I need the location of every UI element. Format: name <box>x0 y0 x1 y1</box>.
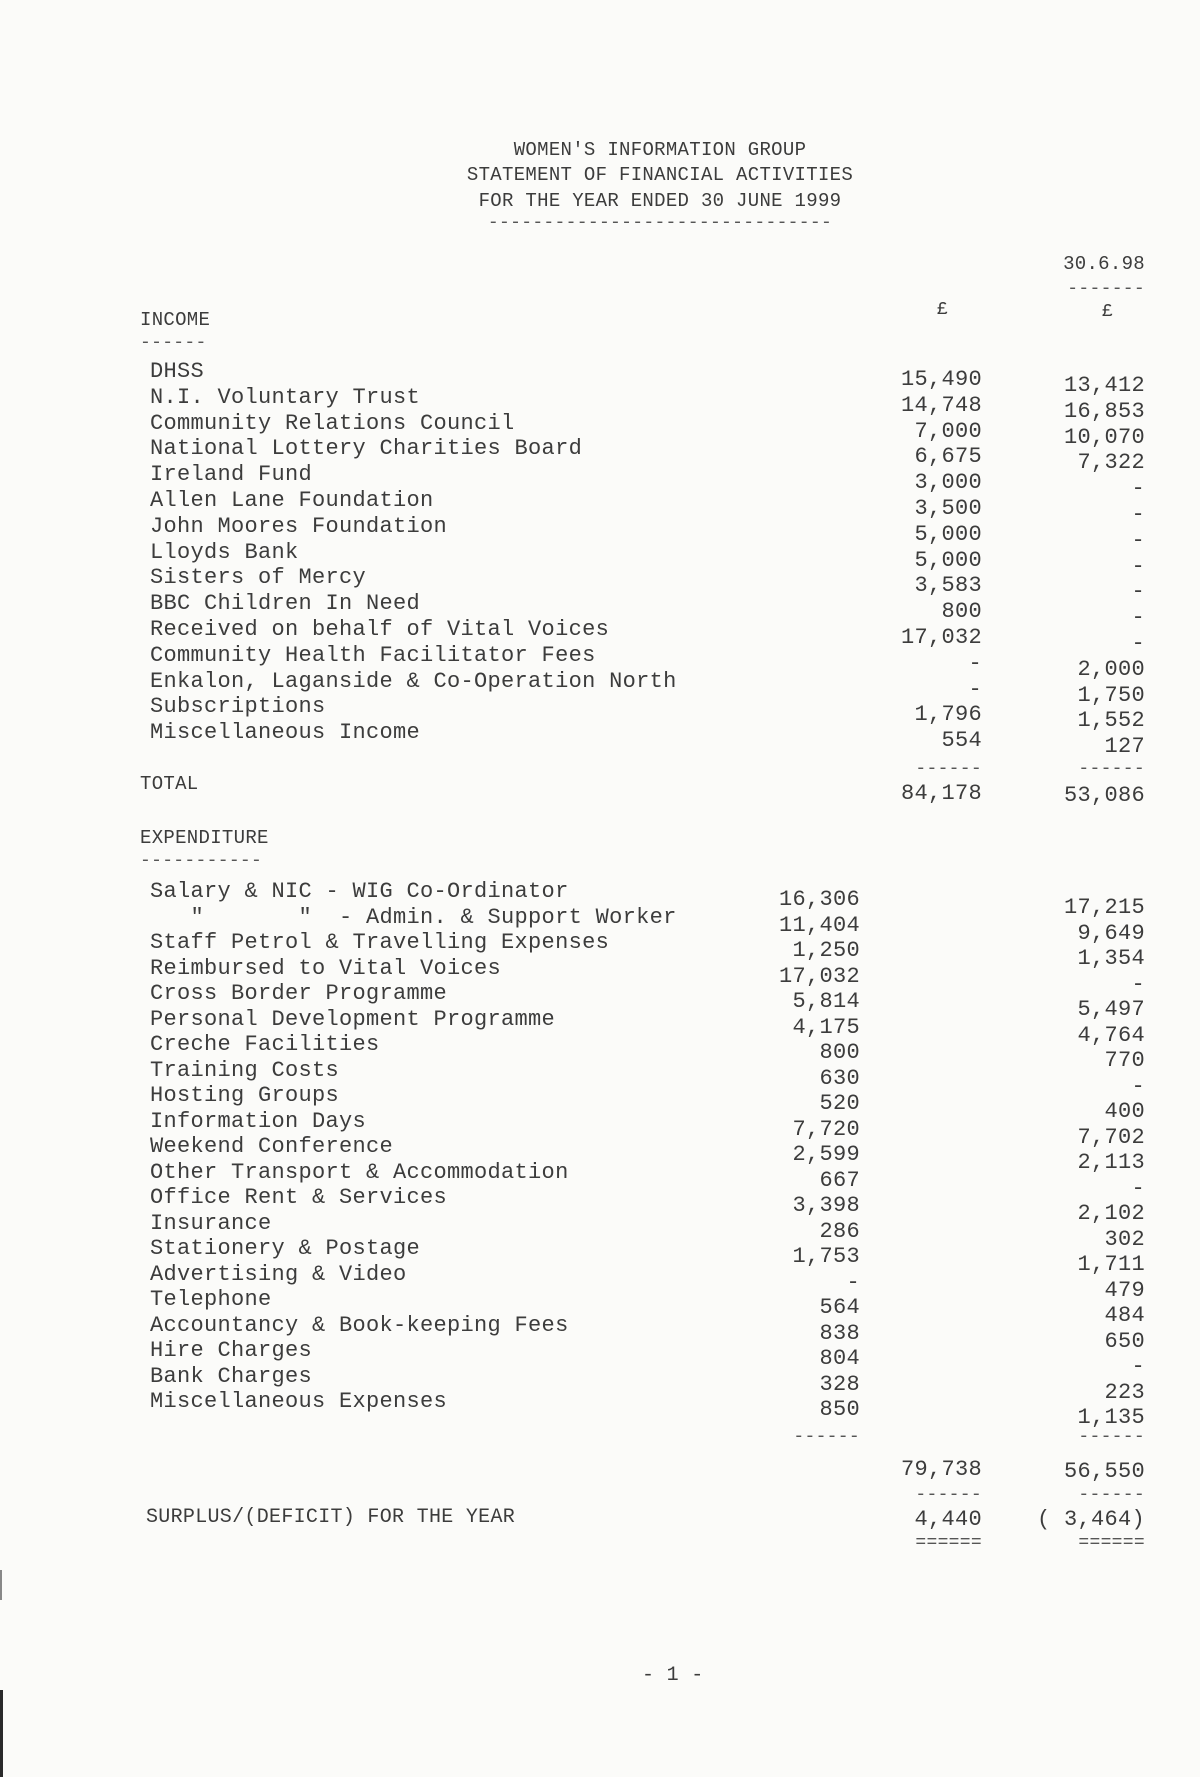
expenditure-row-amount: 800 <box>819 1040 860 1065</box>
expenditure-row-amount: 4,175 <box>792 1015 860 1040</box>
income-row-label: Sisters of Mercy <box>150 565 367 590</box>
expenditure-row-label: Insurance <box>150 1211 272 1236</box>
expenditure-row-label: Bank Charges <box>150 1364 313 1389</box>
expenditure-row-amount: 667 <box>819 1168 860 1193</box>
surplus-label: SURPLUS/(DEFICIT) FOR THE YEAR <box>146 1506 516 1529</box>
expenditure-row-amount: 3,398 <box>792 1193 860 1218</box>
income-row-prior: - <box>1131 502 1145 527</box>
income-row-prior: - <box>1131 528 1145 553</box>
income-row-prior: - <box>1131 476 1145 501</box>
expenditure-row-amount: 804 <box>819 1346 860 1371</box>
income-row-label: Miscellaneous Income <box>150 720 421 745</box>
statement-title: STATEMENT OF FINANCIAL ACTIVITIES <box>466 164 854 186</box>
income-row-label: Allen Lane Foundation <box>150 488 434 513</box>
expenditure-prior-sum-rule: ------ <box>1078 1427 1145 1447</box>
income-row-label: Subscriptions <box>150 694 326 719</box>
income-row-prior: 2,000 <box>1077 657 1145 682</box>
expenditure-row-prior: 223 <box>1104 1380 1145 1405</box>
expenditure-row-amount: 564 <box>819 1295 860 1320</box>
income-row-label: DHSS <box>150 359 205 384</box>
income-row-current: 3,500 <box>914 496 982 521</box>
currency-prior: £ <box>1102 302 1114 322</box>
income-row-prior: 13,412 <box>1063 373 1145 398</box>
expenditure-row-label: Training Costs <box>150 1058 340 1083</box>
expenditure-row-amount: 1,250 <box>792 938 860 963</box>
expenditure-row-prior: 400 <box>1104 1099 1145 1124</box>
surplus-rule-current: ------ <box>915 1485 982 1505</box>
currency-current: £ <box>937 300 949 320</box>
expenditure-row-label: Accountancy & Book-keeping Fees <box>150 1313 569 1338</box>
income-row-current: 1,796 <box>914 702 982 727</box>
title-underline: ------------------------------- <box>487 213 833 233</box>
expenditure-row-amount: 16,306 <box>778 887 860 912</box>
expenditure-row-prior: - <box>1131 1176 1145 1201</box>
expenditure-row-label: Other Transport & Accommodation <box>150 1160 569 1185</box>
expenditure-row-amount: 838 <box>819 1321 860 1346</box>
expenditure-row-label: Telephone <box>150 1287 272 1312</box>
surplus-double-rule-prior: ====== <box>1078 1533 1145 1553</box>
expenditure-row-prior: 479 <box>1104 1278 1145 1303</box>
scan-edge-mark-small <box>0 1570 2 1600</box>
expenditure-row-label: Stationery & Postage <box>150 1236 421 1261</box>
expenditure-row-prior: 5,497 <box>1077 997 1145 1022</box>
expenditure-row-amount: 850 <box>819 1397 860 1422</box>
income-row-label: N.I. Voluntary Trust <box>150 385 421 410</box>
expenditure-row-prior: 7,702 <box>1077 1125 1145 1150</box>
expenditure-row-label: Office Rent & Services <box>150 1185 448 1210</box>
org-name: WOMEN'S INFORMATION GROUP <box>513 139 807 161</box>
income-row-prior: - <box>1131 605 1145 630</box>
expenditure-row-amount: 520 <box>819 1091 860 1116</box>
expenditure-row-amount: 328 <box>819 1372 860 1397</box>
surplus-prior: ( 3,464) <box>1036 1507 1145 1532</box>
expenditure-row-prior: 650 <box>1104 1329 1145 1354</box>
income-row-current: 15,490 <box>900 367 982 392</box>
income-total-prior: 53,086 <box>1063 783 1145 808</box>
income-total-current: 84,178 <box>900 781 982 806</box>
expenditure-row-label: Staff Petrol & Travelling Expenses <box>150 930 610 955</box>
expenditure-row-prior: 1,711 <box>1077 1252 1145 1277</box>
income-row-label: Ireland Fund <box>150 462 313 487</box>
expenditure-row-prior: 1,354 <box>1077 946 1145 971</box>
expenditure-row-prior: 484 <box>1104 1303 1145 1328</box>
income-row-current: 17,032 <box>900 625 982 650</box>
income-row-current: 3,000 <box>914 470 982 495</box>
income-row-current: - <box>968 651 982 676</box>
income-row-current: 5,000 <box>914 522 982 547</box>
prior-year-date-underline: ------- <box>1067 279 1145 299</box>
income-row-prior: 127 <box>1104 734 1145 759</box>
expenditure-row-label: " " - Admin. & Support Worker <box>150 905 677 930</box>
surplus-current: 4,440 <box>914 1507 982 1532</box>
income-row-prior: - <box>1131 579 1145 604</box>
expenditure-row-amount: 5,814 <box>792 989 860 1014</box>
expenditure-row-amount: 286 <box>819 1219 860 1244</box>
expenditure-row-amount: 11,404 <box>778 913 860 938</box>
income-total-label: TOTAL <box>140 773 199 795</box>
income-row-prior: 16,853 <box>1063 399 1145 424</box>
surplus-double-rule-current: ====== <box>915 1533 982 1553</box>
expenditure-row-prior: 17,215 <box>1063 895 1145 920</box>
income-row-label: Community Relations Council <box>150 411 515 436</box>
expenditure-row-label: Hire Charges <box>150 1338 313 1363</box>
expenditure-row-prior: 1,135 <box>1077 1405 1145 1430</box>
income-row-prior: - <box>1131 631 1145 656</box>
income-row-label: Community Health Facilitator Fees <box>150 643 596 668</box>
expenditure-row-prior: - <box>1131 1354 1145 1379</box>
income-row-label: BBC Children In Need <box>150 591 421 616</box>
expenditure-heading: EXPENDITURE <box>140 827 269 849</box>
expenditure-row-label: Personal Development Programme <box>150 1007 556 1032</box>
expenditure-total-prior: 56,550 <box>1063 1459 1145 1484</box>
expenditure-row-label: Weekend Conference <box>150 1134 394 1159</box>
income-row-current: 6,675 <box>914 444 982 469</box>
income-sum-rule: ------ <box>915 759 982 779</box>
expenditure-row-amount: 1,753 <box>792 1244 860 1269</box>
expenditure-row-label: Information Days <box>150 1109 367 1134</box>
expenditure-row-label: Advertising & Video <box>150 1262 407 1287</box>
scan-edge-mark <box>0 1690 3 1777</box>
income-row-current: 554 <box>941 728 982 753</box>
expenditure-total-current: 79,738 <box>900 1457 982 1482</box>
expenditure-heading-underline: ----------- <box>140 851 263 871</box>
income-row-label: Lloyds Bank <box>150 540 299 565</box>
expenditure-row-prior: 9,649 <box>1077 921 1145 946</box>
expenditure-row-amount: 17,032 <box>778 964 860 989</box>
income-row-label: John Moores Foundation <box>150 514 448 539</box>
prior-year-date: 30.6.98 <box>1063 253 1145 275</box>
income-row-label: Enkalon, Laganside & Co-Operation North <box>150 669 677 694</box>
income-row-current: 5,000 <box>914 548 982 573</box>
expenditure-row-amount: 7,720 <box>792 1117 860 1142</box>
income-row-current: 800 <box>941 599 982 624</box>
expenditure-row-label: Hosting Groups <box>150 1083 340 1108</box>
surplus-rule-prior: ------ <box>1078 1485 1145 1505</box>
expenditure-row-prior: 4,764 <box>1077 1023 1145 1048</box>
expenditure-sum-rule: ------ <box>793 1427 860 1447</box>
income-row-prior: 1,552 <box>1077 708 1145 733</box>
income-row-current: 7,000 <box>914 419 982 444</box>
expenditure-row-label: Creche Facilities <box>150 1032 380 1057</box>
income-row-current: 14,748 <box>900 393 982 418</box>
income-row-prior: 1,750 <box>1077 683 1145 708</box>
income-row-prior: 7,322 <box>1077 450 1145 475</box>
expenditure-row-prior: 2,113 <box>1077 1150 1145 1175</box>
expenditure-row-label: Salary & NIC - WIG Co-Ordinator <box>150 879 569 904</box>
page-number: - 1 - <box>642 1664 704 1687</box>
expenditure-row-label: Miscellaneous Expenses <box>150 1389 448 1414</box>
statement-period: FOR THE YEAR ENDED 30 JUNE 1999 <box>478 190 842 212</box>
expenditure-row-amount: 2,599 <box>792 1142 860 1167</box>
income-heading: INCOME <box>140 309 211 331</box>
expenditure-row-amount: 630 <box>819 1066 860 1091</box>
expenditure-row-amount: - <box>846 1270 860 1295</box>
expenditure-row-label: Reimbursed to Vital Voices <box>150 956 502 981</box>
expenditure-row-label: Cross Border Programme <box>150 981 448 1006</box>
expenditure-row-prior: - <box>1131 1074 1145 1099</box>
expenditure-row-prior: 770 <box>1104 1048 1145 1073</box>
income-row-prior: - <box>1131 554 1145 579</box>
income-prior-sum-rule: ------ <box>1078 759 1145 779</box>
income-row-label: National Lottery Charities Board <box>150 436 583 461</box>
income-row-prior: 10,070 <box>1063 425 1145 450</box>
expenditure-row-prior: 302 <box>1104 1227 1145 1252</box>
income-row-current: 3,583 <box>914 573 982 598</box>
income-row-label: Received on behalf of Vital Voices <box>150 617 610 642</box>
expenditure-row-prior: - <box>1131 972 1145 997</box>
income-heading-underline: ------ <box>140 333 207 353</box>
income-row-current: - <box>968 677 982 702</box>
expenditure-row-prior: 2,102 <box>1077 1201 1145 1226</box>
